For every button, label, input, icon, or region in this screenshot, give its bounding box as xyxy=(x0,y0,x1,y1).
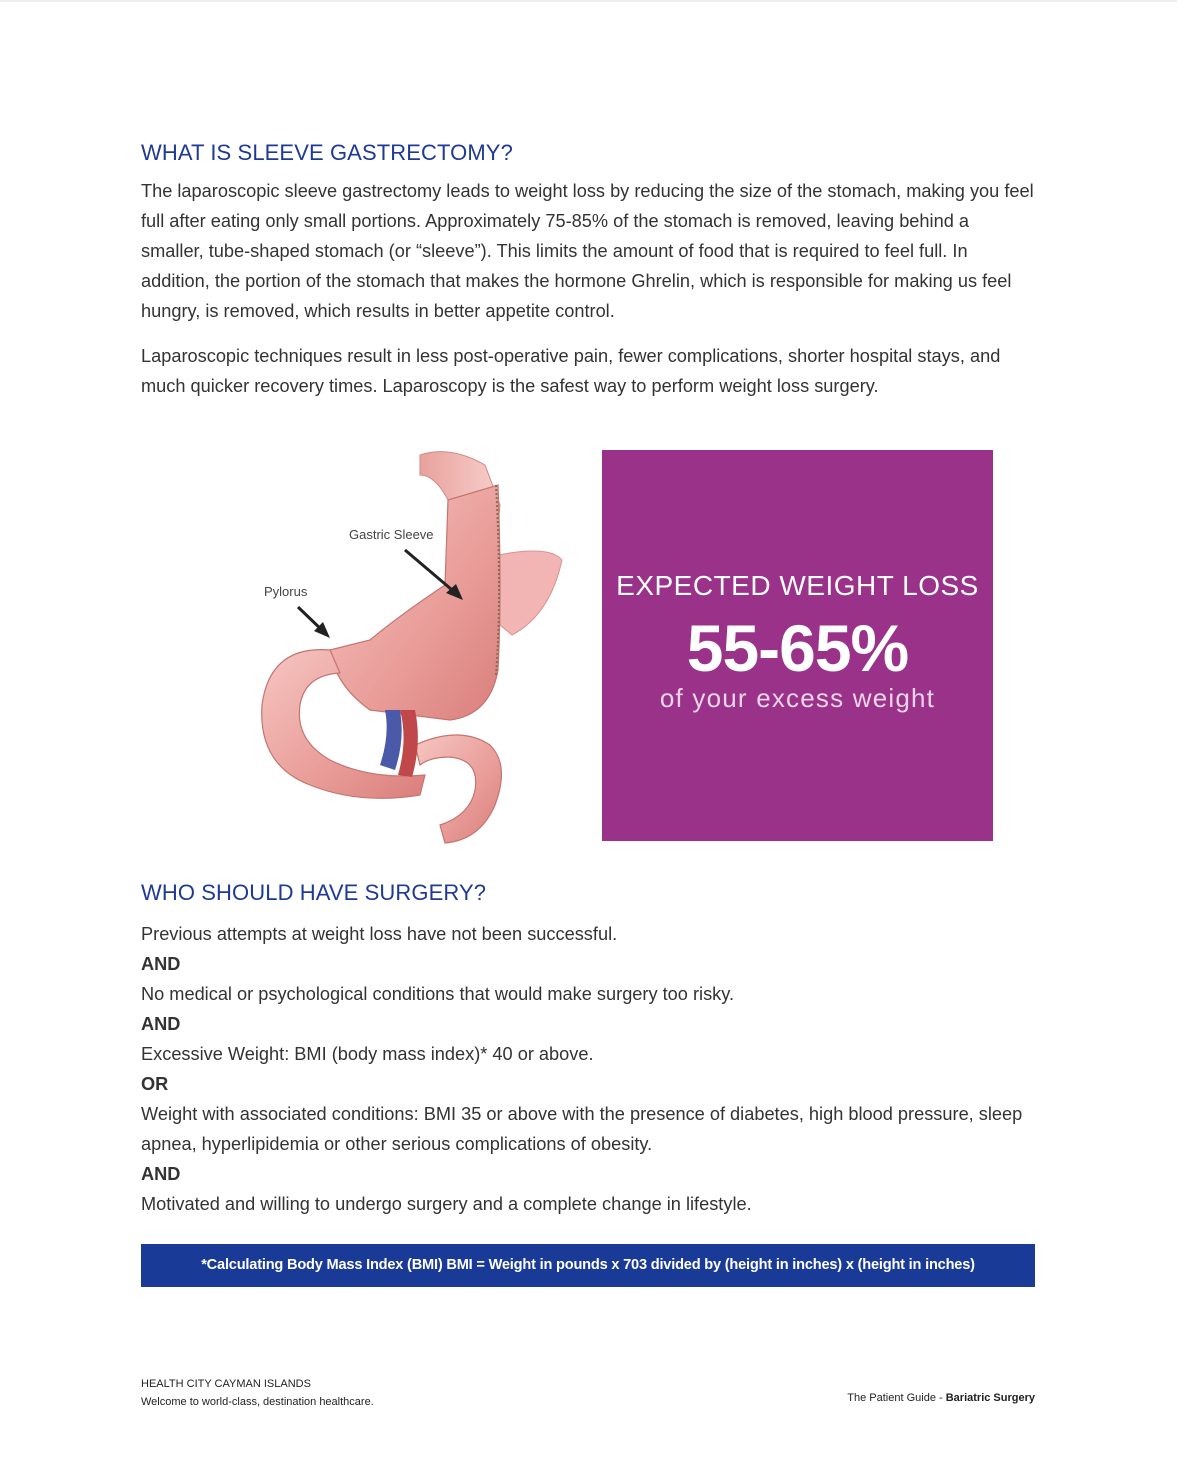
footer-guide-title: Bariatric Surgery xyxy=(945,1392,1035,1404)
section-title-sleeve: WHAT IS SLEEVE GASTRECTOMY? xyxy=(141,140,513,165)
criteria-conjunction: AND xyxy=(141,1014,181,1034)
criteria-conjunction: AND xyxy=(141,1164,181,1184)
intro-paragraph: The laparoscopic sleeve gastrectomy leads to weight loss by reducing the size of the stomach, making you feel full after eating only small portions. Approximately 75-85% of the stomach is removed, leaving behind a smaller, tube-shaped stomach (or “sleeve”). This limits the amount of food that is required to feel full. In addition, the portion of the stomach that makes the hormone Ghrelin, which is responsible for making us feel hungry, is removed, which results in better appetite control. xyxy=(141,181,1034,321)
stomach-illustration xyxy=(250,445,580,845)
criteria-conjunction: OR xyxy=(141,1074,169,1094)
top-divider xyxy=(0,0,1177,2)
stat-sub: of your excess weight xyxy=(659,683,936,713)
bmi-note-bar: *Calculating Body Mass Index (BMI) BMI = Weight in pounds x 703 divided by (height in inches) x (height in inches) xyxy=(141,1244,1035,1287)
criteria-list xyxy=(141,919,1036,1219)
criteria-item: Excessive Weight: BMI (body mass index)* 40 or above. xyxy=(141,1044,594,1064)
laparoscopy-paragraph: Laparoscopic techniques result in less post-operative pain, fewer complications, shorter hospital stays, and much quicker recovery times. Laparoscopy is the safest way to perform weight loss surgery. xyxy=(141,346,1001,396)
footer-org: HEALTH CITY CAYMAN ISLANDS xyxy=(141,1378,311,1390)
criteria-item: Weight with associated conditions: BMI 35 or above with the presence of diabetes, high blood pressure, sleep apnea, hyperlipidemia or other serious complications of obesity. xyxy=(141,1104,1023,1154)
expected-weight-loss-box xyxy=(602,450,993,841)
footer-right xyxy=(847,1392,1035,1404)
stat-label: EXPECTED WEIGHT LOSS xyxy=(616,570,979,601)
criteria-item: No medical or psychological conditions that would make surgery too risky. xyxy=(141,984,735,1004)
criteria-conjunction: AND xyxy=(141,954,181,974)
footer-guide-prefix: The Patient Guide - xyxy=(847,1392,946,1404)
section-title-who: WHO SHOULD HAVE SURGERY? xyxy=(141,880,487,905)
stat-value: 55-65% xyxy=(686,611,909,685)
criteria-item: Previous attempts at weight loss have not been successful. xyxy=(141,924,618,944)
pylorus-label: Pylorus xyxy=(264,584,308,599)
footer-left xyxy=(141,1375,374,1411)
gastric-sleeve-label: Gastric Sleeve xyxy=(349,527,434,542)
footer-tagline: Welcome to world-class, destination healthcare. xyxy=(141,1396,374,1408)
criteria-item: Motivated and willing to undergo surgery and a complete change in lifestyle. xyxy=(141,1194,752,1214)
